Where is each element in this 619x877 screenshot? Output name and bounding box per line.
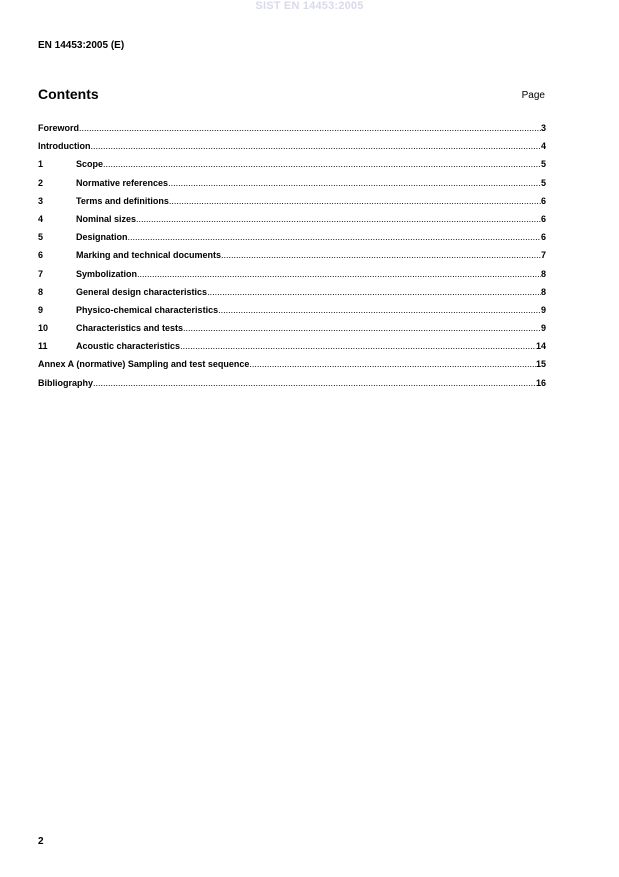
toc-entry-page: 5 <box>540 159 546 170</box>
toc-entry-acoustic-characteristics[interactable] <box>38 341 546 359</box>
toc-entry-number: 2 <box>38 177 44 188</box>
toc-entry-characteristics-and-tests[interactable] <box>38 323 546 341</box>
toc-dot-leader <box>93 378 536 388</box>
toc-entry-introduction[interactable] <box>38 141 546 159</box>
page-number: 2 <box>38 836 44 847</box>
toc-entry-title: Annex A (normative) Sampling and test sequence <box>38 359 250 370</box>
page-column-label: Page <box>521 90 545 101</box>
toc-dot-leader <box>79 123 541 133</box>
toc-entry-title: Marking and technical documents <box>76 250 222 261</box>
toc-entry-number: 9 <box>38 304 44 315</box>
toc-entry-title: Characteristics and tests <box>76 323 184 334</box>
toc-entry-title: Bibliography <box>38 377 94 388</box>
toc-entry-title: Nominal sizes <box>76 213 137 224</box>
toc-entry-normative-references[interactable] <box>38 178 546 196</box>
toc-entry-page: 8 <box>540 268 546 279</box>
toc-entry-page: 14 <box>535 341 546 352</box>
toc-entry-page: 9 <box>540 323 546 334</box>
toc-dot-leader <box>221 250 541 260</box>
toc-dot-leader <box>137 269 541 279</box>
toc-dot-leader <box>207 287 541 297</box>
toc-entry-page: 4 <box>540 141 546 152</box>
toc-entry-general-design-characteristics[interactable] <box>38 287 546 305</box>
toc-entry-title: Scope <box>76 159 104 170</box>
toc-entry-title: Designation <box>76 232 128 243</box>
toc-dot-leader <box>168 178 541 188</box>
toc-entry-number: 6 <box>38 250 44 261</box>
toc-entry-scope[interactable] <box>38 159 546 177</box>
toc-entry-number: 3 <box>38 195 44 206</box>
toc-entry-designation[interactable] <box>38 232 546 250</box>
toc-entry-page: 8 <box>540 286 546 297</box>
toc-entry-marking-and-technical-documents[interactable] <box>38 250 546 268</box>
toc-entry-number: 8 <box>38 286 44 297</box>
toc-entry-title: Symbolization <box>76 268 138 279</box>
toc-dot-leader <box>91 141 541 151</box>
toc-entry-number: 10 <box>38 323 49 334</box>
toc-entry-title: Normative references <box>76 177 169 188</box>
toc-entry-physico-chemical-characteristics[interactable] <box>38 305 546 323</box>
toc-entry-title: Physico-chemical characteristics <box>76 304 219 315</box>
toc-entry-foreword[interactable] <box>38 123 546 141</box>
contents-heading: Contents <box>38 86 99 102</box>
toc-dot-leader <box>128 232 541 242</box>
toc-entry-title: General design characteristics <box>76 286 208 297</box>
toc-dot-leader <box>218 305 541 315</box>
toc-entry-page: 6 <box>540 213 546 224</box>
toc-entry-title: Acoustic characteristics <box>76 341 181 352</box>
toc-entry-page: 16 <box>535 377 546 388</box>
watermark: SIST EN 14453:2005 <box>255 0 364 12</box>
toc-entry-title: Introduction <box>38 141 91 152</box>
toc-entry-title: Foreword <box>38 123 80 133</box>
toc-entry-page: 9 <box>540 304 546 315</box>
toc-entry-page: 6 <box>540 195 546 206</box>
toc-entry-page: 6 <box>540 232 546 243</box>
toc-entry-annex-a[interactable] <box>38 359 546 377</box>
toc-dot-leader <box>169 196 541 206</box>
toc-dot-leader <box>180 341 536 351</box>
toc-entry-number: 4 <box>38 213 44 224</box>
toc-dot-leader <box>249 359 536 369</box>
toc-entry-symbolization[interactable] <box>38 269 546 287</box>
toc-entry-number: 5 <box>38 232 44 243</box>
toc-entry-nominal-sizes[interactable] <box>38 214 546 232</box>
toc-entry-number: 7 <box>38 268 44 279</box>
toc-dot-leader <box>136 214 541 224</box>
toc-entry-number: 11 <box>38 341 48 352</box>
toc-entry-page: 3 <box>540 123 546 133</box>
toc-entry-terms-and-definitions[interactable] <box>38 196 546 214</box>
toc-dot-leader <box>183 323 541 333</box>
toc-entry-bibliography[interactable] <box>38 378 546 396</box>
toc-dot-leader <box>103 159 541 169</box>
toc-entry-title: Terms and definitions <box>76 195 169 206</box>
toc-entry-page: 15 <box>535 359 546 370</box>
toc-entry-page: 5 <box>540 177 546 188</box>
document-identifier: EN 14453:2005 (E) <box>38 40 125 51</box>
toc-entry-page: 7 <box>540 250 546 261</box>
table-of-contents <box>38 123 546 396</box>
toc-entry-number: 1 <box>38 159 44 170</box>
